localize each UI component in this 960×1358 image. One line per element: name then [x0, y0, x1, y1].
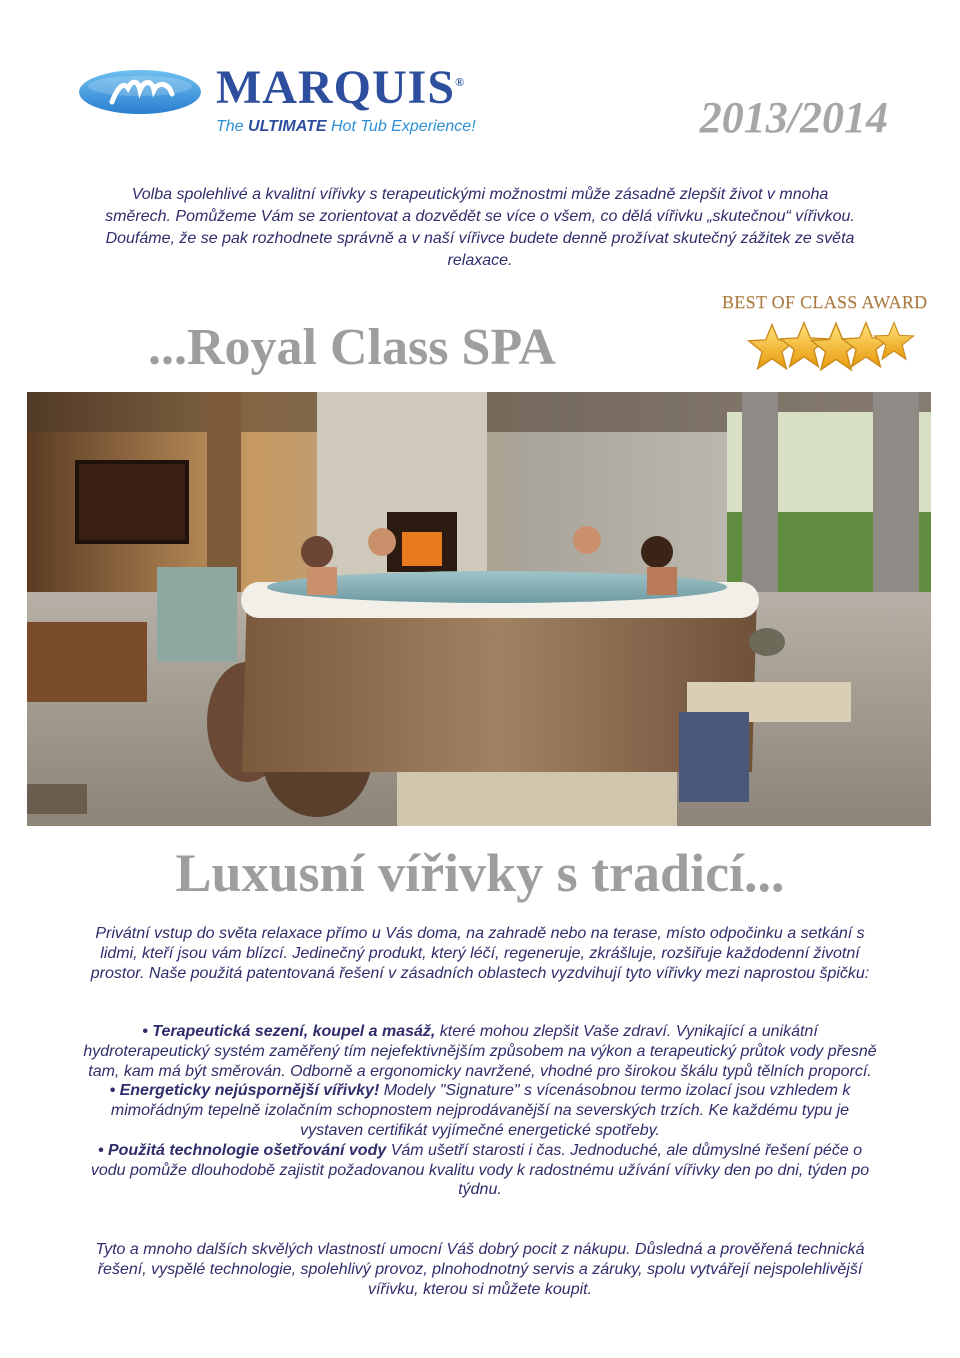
feature-therapy: • Terapeutická sezení, koupel a masáž, které mohou zlepšit Vaše zdraví. Vynikající a unikátní hydroterapeutický systém zaměřený tím nejefektivnějším způsobem na výkon a terapeutický průtok vody přesně tam, kam má být směrován. Odborně a ergonomicky navržené, vhodné pro širokou škálu typů tělních proporcí. [83, 1023, 877, 1080]
hot-tub-photo [27, 392, 931, 826]
royal-class-heading: ...Royal Class SPA [148, 319, 556, 376]
best-of-class-award [722, 292, 932, 382]
award-label: BEST OF CLASS AWARD [722, 292, 928, 312]
feature-energy: • Energeticky nejúspornější vířivky! Modely "Signature" s vícenásobnou termo izolací jsou vzhledem k mimořádným tepelně izolačním schopnostem nejprodávanější na severských trzích. Ke každému typu je vystaven certifikát vyjímečné energetické spotřeby. [109, 1082, 851, 1139]
intro-luxury-paragraph: Privátní vstup do světa relaxace přímo u Vás doma, na zahradě nebo na terase, místo odpočinku a setkání s lidmi, kteří jsou vám blízcí. Jedinečný produkt, který léčí, regeneruje, zkrášluje, rozšiřuje každodenní životní prostor. Naše použitá patentovaná řešení v zásadních oblastech vyzdvihují tyto vířivky mezi naprostou špičku: [90, 925, 870, 982]
feature-list [80, 1022, 880, 1200]
marquis-logo-icon [78, 68, 203, 116]
luxury-tradition-heading: Luxusní vířivky s tradicí... [175, 843, 785, 903]
season-year: 2013/2014 [699, 93, 888, 142]
brand-name: MARQUIS® [216, 61, 465, 114]
intro-paragraph: Volba spolehlivé a kvalitní vířivky s terapeutickými možnostmi může zásadně zlepšit život v mnoha směrech. Pomůžeme Vám se zorientovat a dozvědět se více o všem, co dělá vířivku „skutečnou“ vířivkou. Doufáme, že se pak rozhodnete správně a v naší vířivce budete denně prožívat skutečný zážitek ze světa relaxace. [105, 186, 855, 269]
marquis-logo [78, 60, 478, 142]
feature-water-care: • Použitá technologie ošetřování vody Vám ušetří starosti i čas. Jednoduché, ale důmyslné řešení péče o vodu pomůže dlouhodobě zajistit požadovanou kvalitu vody k radostnému užívání vířivky den po dni, týden po týdnu. [90, 1141, 870, 1199]
brand-tagline: The ULTIMATE Hot Tub Experience! [216, 118, 476, 135]
closing-paragraph: Tyto a mnoho dalších skvělých vlastností umocní Váš dobrý pocit z nákupu. Důsledná a prověřená technická řešení, vyspělé technologie, spolehlivý provoz, plnohodnotný servis a záruky, spolu vytvářejí nejspolehlivější vířivku, kterou si můžete koupit. [95, 1241, 865, 1298]
award-stars-icon [742, 312, 917, 380]
